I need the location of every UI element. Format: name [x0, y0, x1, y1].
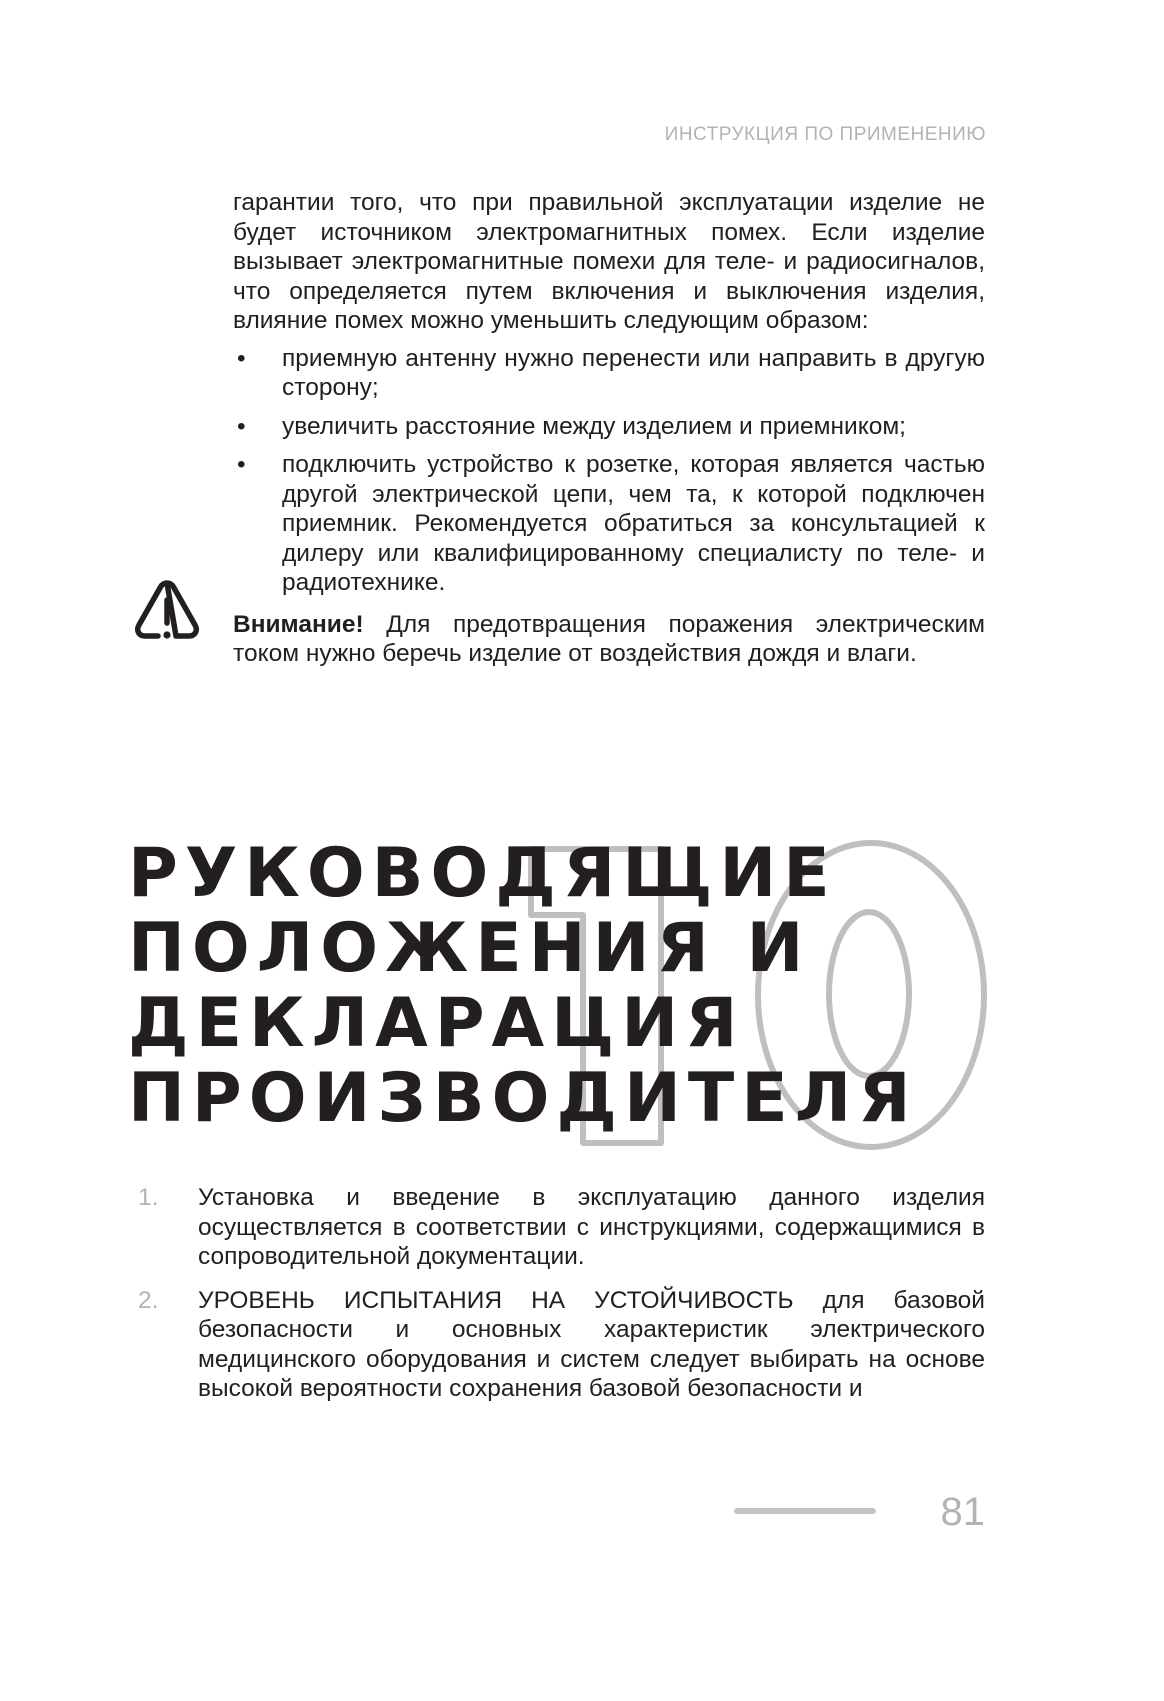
- warning-triangle-icon: [133, 578, 201, 642]
- numbered-list: [138, 1183, 985, 1418]
- chapter-title-line: ПОЛОЖЕНИЯ И: [128, 909, 811, 988]
- list-item: [233, 412, 985, 442]
- item-number: 1.: [138, 1184, 159, 1211]
- list-item: [233, 344, 985, 403]
- bullet-icon: •: [237, 344, 246, 372]
- list-item: [138, 1183, 985, 1272]
- bullet-icon: •: [237, 412, 246, 440]
- bullet-text: приемную антенну нужно перенести или направить в другую сторону;: [282, 344, 985, 401]
- item-text: УРОВЕНЬ ИСПЫТАНИЯ НА УСТОЙЧИВОСТЬ для базовой безопасности и основных характеристик электрического медицинского оборудования и систем следует выбирать на основе высокой вероятности сохранения базовой безопасности и: [198, 1286, 985, 1402]
- page-number: 81: [940, 1490, 985, 1534]
- chapter-title: [128, 836, 918, 1136]
- body-block: [233, 188, 985, 669]
- bullet-list: [233, 344, 985, 598]
- notice-paragraph: [233, 610, 985, 669]
- bullet-text: увеличить расстояние между изделием и приемником;: [282, 412, 906, 440]
- intro-paragraph: гарантии того, что при правильной эксплуатации изделие не будет источником электромагнитных помех. Если изделие вызывает электромагнитные помехи для теле- и радиосигналов, что определяется путем включения и выключения изделия, влияние помех можно уменьшить следующим образом:: [233, 189, 985, 334]
- notice-label: Внимание!: [233, 610, 364, 638]
- item-number: 2.: [138, 1286, 159, 1314]
- running-head: ИНСТРУКЦИЯ ПО ПРИМЕНЕНИЮ: [664, 124, 986, 145]
- chapter-title-line: ДЕКЛАРАЦИЯ: [128, 984, 745, 1063]
- chapter-title-line: РУКОВОДЯЩИЕ: [128, 834, 837, 913]
- chapter-title-line: ПРОИЗВОДИТЕЛЯ: [128, 1059, 918, 1138]
- list-item: [233, 450, 985, 598]
- notice-text: Для предотвращения поражения электрическим током нужно беречь изделие от воздействия дождя и влаги.: [233, 610, 985, 667]
- item-text: Установка и введение в эксплуатацию данного изделия осуществляется в соответствии с инструкциями, содержащимися в сопроводительной документации.: [198, 1184, 985, 1270]
- bullet-text: подключить устройство к розетке, которая является частью другой электрической цепи, чем та, к которой подключен приемник. Рекомендуется обратиться за консультацией к дилеру или квалифицированному специалисту по теле- и радиотехнике.: [282, 451, 985, 596]
- bullet-icon: •: [237, 451, 246, 478]
- footer-rule: [734, 1508, 876, 1514]
- list-item: [138, 1286, 985, 1404]
